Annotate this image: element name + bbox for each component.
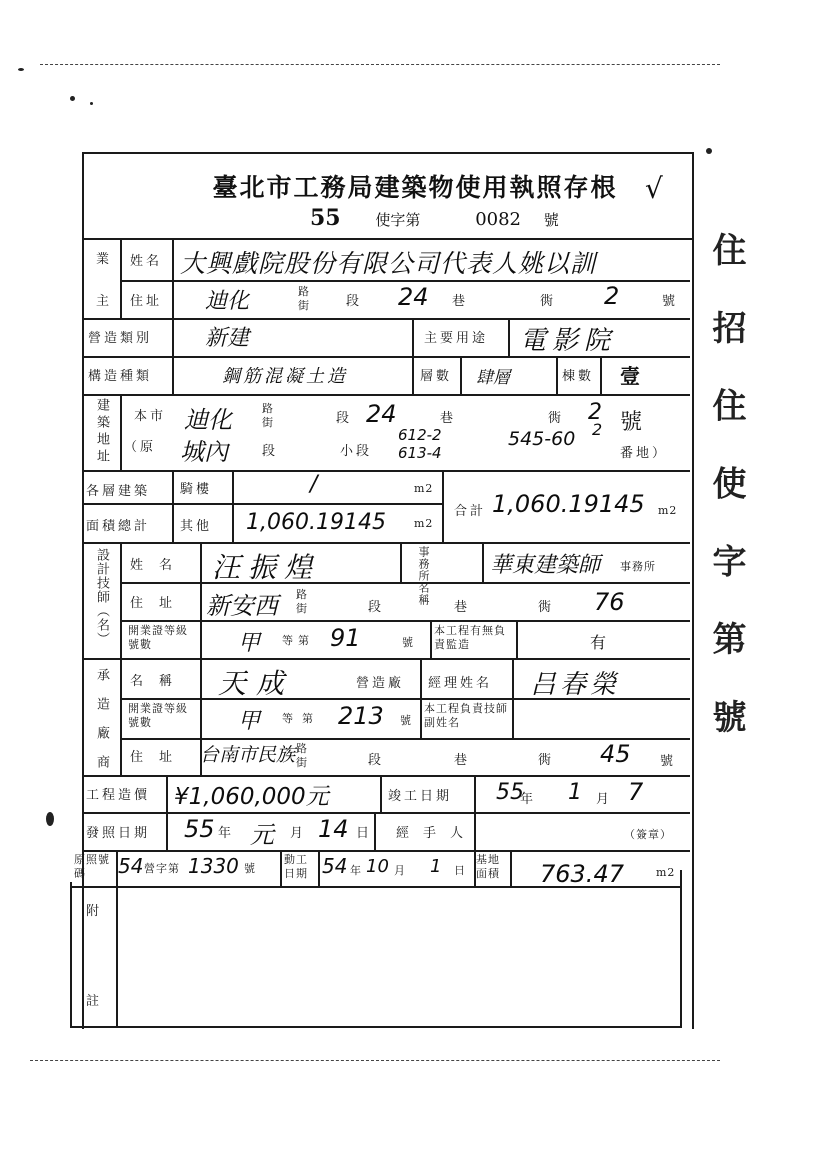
main-use-label: 主要用途 — [424, 331, 489, 346]
start-year-value: 54 — [322, 854, 348, 878]
designer-grade-char2: 第 — [298, 634, 310, 647]
contractor-grade-char2: 第 — [302, 712, 314, 725]
base-area-value: 763.47 — [540, 860, 624, 888]
sum-label: 合計 — [454, 504, 487, 519]
owner-no-label: 號 — [662, 294, 679, 309]
license-no: 0082 — [475, 209, 522, 230]
contractor-label: 承造廠商 — [94, 668, 109, 784]
floors-label: 層數 — [420, 369, 453, 384]
owner-road-label: 路 — [298, 285, 310, 298]
owner-name-value: 大興戲院股份有限公司代表人姚以訓 — [180, 249, 597, 278]
permit-word-label: 營字第 — [144, 862, 180, 875]
arcade-label: 騎樓 — [180, 482, 213, 497]
contractor-road-label: 路 — [296, 742, 308, 755]
designer-grade-label: 開業證等級號數 — [128, 624, 188, 651]
site-subsection-a: 612-2 — [398, 426, 442, 444]
page-title: 臺北市工務局建築物使用執照存根 — [212, 173, 618, 202]
remarks-label-1: 附 — [86, 904, 103, 919]
site-no-label: 號 — [620, 410, 646, 435]
blocks-value: 壹 — [620, 364, 640, 388]
designer-road-label: 路 — [296, 588, 308, 601]
designer-street-label: 街 — [296, 602, 308, 615]
total-area-value: 1,060.19145 — [492, 490, 645, 518]
structure-label: 構造種類 — [88, 369, 153, 384]
start-year-label: 年 — [350, 864, 362, 877]
done-year-label: 年 — [520, 792, 537, 807]
total-unit: m2 — [658, 504, 678, 517]
site-city-label: 本市 — [134, 409, 167, 424]
build-type-label: 營造類別 — [88, 331, 153, 346]
issue-month-label: 月 — [290, 826, 307, 841]
manager-label: 經理姓名 — [428, 676, 493, 691]
done-year-value: 55 — [496, 780, 524, 805]
other-unit: m2 — [414, 517, 434, 530]
owner-lane-label: 巷 — [452, 294, 469, 309]
right-margin-text: 住 招 住 使 字 第 號 — [706, 232, 746, 750]
issue-day-label: 日 — [356, 826, 373, 841]
site-orig-area-value: 城內 — [180, 438, 228, 466]
owner-no-value: 2 — [604, 282, 620, 310]
site-orig-section-label: 段 — [262, 444, 279, 459]
orig-no-value: 1330 — [188, 854, 239, 878]
start-day-label: 日 — [454, 864, 466, 877]
site-orig-label: （原 — [124, 440, 157, 455]
site-lot-a: 545-60 — [508, 428, 576, 450]
supervise-label: 本工程有無負責監造 — [434, 624, 506, 651]
handler-label: 經手人 — [396, 826, 478, 841]
site-label: 建築地址 — [94, 398, 109, 466]
structure-value: 鋼筋混凝土造 — [222, 366, 348, 387]
designer-address-label: 住址 — [130, 596, 189, 611]
site-alley-label: 衖 — [548, 411, 565, 426]
issue-year-value: 55 — [184, 815, 215, 843]
issue-day-value: 14 — [318, 815, 349, 843]
site-lane-label: 巷 — [440, 411, 457, 426]
designer-alley-value: 76 — [594, 588, 625, 616]
owner-label-2: 主 — [96, 294, 113, 309]
contractor-alley-value: 45 — [600, 740, 631, 768]
floors-value: 肆層 — [476, 368, 510, 388]
contractor-name-label: 名稱 — [130, 674, 189, 689]
designer-no-suffix: 號 — [402, 636, 414, 649]
site-road-value: 迪化 — [184, 406, 232, 434]
done-month-value: 1 — [568, 780, 582, 805]
contractor-street-label: 街 — [296, 756, 308, 769]
start-month-value: 10 — [366, 856, 389, 877]
site-road-label: 路 — [262, 402, 274, 415]
seal-label: （簽章） — [624, 828, 672, 841]
issue-year-label: 年 — [218, 826, 235, 841]
owner-address-label: 住址 — [130, 294, 163, 309]
office-suffix: 事務所 — [620, 560, 656, 573]
completion-label: 竣工日期 — [388, 789, 453, 804]
supervise-value: 有 — [590, 633, 607, 652]
arcade-area-value: / — [310, 472, 318, 497]
site-lane-value: 2 — [588, 400, 602, 425]
site-lot-b: 2 — [592, 420, 603, 439]
office-label: 事務所名稱 — [417, 546, 430, 606]
owner-section-label: 段 — [346, 294, 363, 309]
start-day-value: 1 — [430, 856, 442, 877]
designer-alley-label: 衖 — [538, 600, 555, 615]
contractor-address-label: 住址 — [130, 750, 189, 765]
owner-label-1: 業 — [96, 252, 113, 267]
site-lot-label: 番地） — [620, 446, 669, 461]
contractor-name-value: 天成 — [218, 667, 295, 700]
site-section-value: 24 — [366, 400, 397, 428]
site-subsection-label: 小段 — [340, 444, 373, 459]
done-month-label: 月 — [596, 792, 613, 807]
contractor-grade-label: 開業證等級號數 — [128, 702, 188, 729]
contractor-no-value: 213 — [338, 702, 384, 730]
license-suffix: 號 — [543, 211, 559, 229]
base-area-unit: m2 — [656, 866, 676, 879]
designer-section-label: 段 — [368, 600, 385, 615]
owner-alley-label: 衖 — [540, 294, 557, 309]
issue-month-value: 元 — [250, 821, 274, 849]
contractor-lane-label: 巷 — [454, 753, 471, 768]
office-name-value: 華東建築師 — [490, 553, 601, 578]
contractor-address-value: 台南市民族 — [200, 744, 296, 766]
designer-label: 設計技師（名） — [94, 548, 109, 646]
owner-section-value: 24 — [398, 283, 429, 311]
orig-no-suffix: 號 — [244, 862, 256, 875]
start-month-label: 月 — [394, 864, 406, 877]
orig-year-value: 54 — [118, 854, 144, 878]
designer-lane-label: 巷 — [454, 600, 471, 615]
contractor-section-label: 段 — [368, 753, 385, 768]
engineer-label: 本工程負責技師副姓名 — [424, 702, 508, 729]
designer-address-value: 新安西 — [206, 592, 278, 620]
contractor-grade-value: 甲 — [238, 709, 261, 734]
main-use-value: 電影院 — [520, 326, 617, 356]
manager-name-value: 吕春榮 — [530, 670, 621, 700]
site-subsection-b: 613-4 — [398, 444, 442, 462]
other-label: 其他 — [180, 519, 213, 534]
designer-name-label: 姓名 — [130, 558, 189, 573]
owner-street-label: 街 — [298, 299, 310, 312]
start-date-label: 動工日期 — [284, 853, 308, 880]
scan-edge-top — [40, 64, 720, 65]
site-street-label: 街 — [262, 416, 274, 429]
remarks-label-2: 註 — [86, 994, 103, 1009]
site-section-label: 段 — [336, 411, 353, 426]
contractor-alley-label: 衖 — [538, 753, 555, 768]
designer-name-value: 汪振煌 — [212, 551, 321, 584]
cost-label: 工程造價 — [86, 788, 151, 803]
license-prefix: 使字第 — [375, 211, 421, 229]
license-year: 55 — [310, 205, 341, 231]
issue-date-label: 發照日期 — [86, 826, 151, 841]
owner-road-value: 迪化 — [205, 289, 250, 314]
contractor-no-label: 號 — [660, 754, 677, 769]
floor-area-label: 各層建築 — [86, 484, 151, 499]
orig-permit-label: 原照號碼 — [74, 853, 110, 880]
owner-name-label: 姓名 — [130, 254, 163, 269]
build-type-value: 新建 — [205, 326, 250, 351]
blocks-label: 棟數 — [562, 369, 595, 384]
other-area-value: 1,060.19145 — [246, 510, 386, 535]
designer-no-value: 91 — [330, 624, 361, 652]
cost-value: ¥1,060,000元 — [174, 784, 329, 810]
scan-edge-bottom — [30, 1060, 720, 1061]
area-total-label: 面積總計 — [86, 519, 151, 534]
designer-grade-char: 等 — [282, 634, 294, 647]
designer-grade-value: 甲 — [238, 631, 261, 656]
contractor-grade-char: 等 — [282, 712, 294, 725]
base-area-label: 基地面積 — [476, 853, 500, 880]
arcade-unit: m2 — [414, 482, 434, 495]
contractor-no-suffix: 號 — [400, 714, 412, 727]
construction-firm-label: 營造廠 — [356, 676, 405, 691]
check-mark: √ — [645, 172, 663, 205]
done-day-value: 7 — [628, 778, 644, 806]
